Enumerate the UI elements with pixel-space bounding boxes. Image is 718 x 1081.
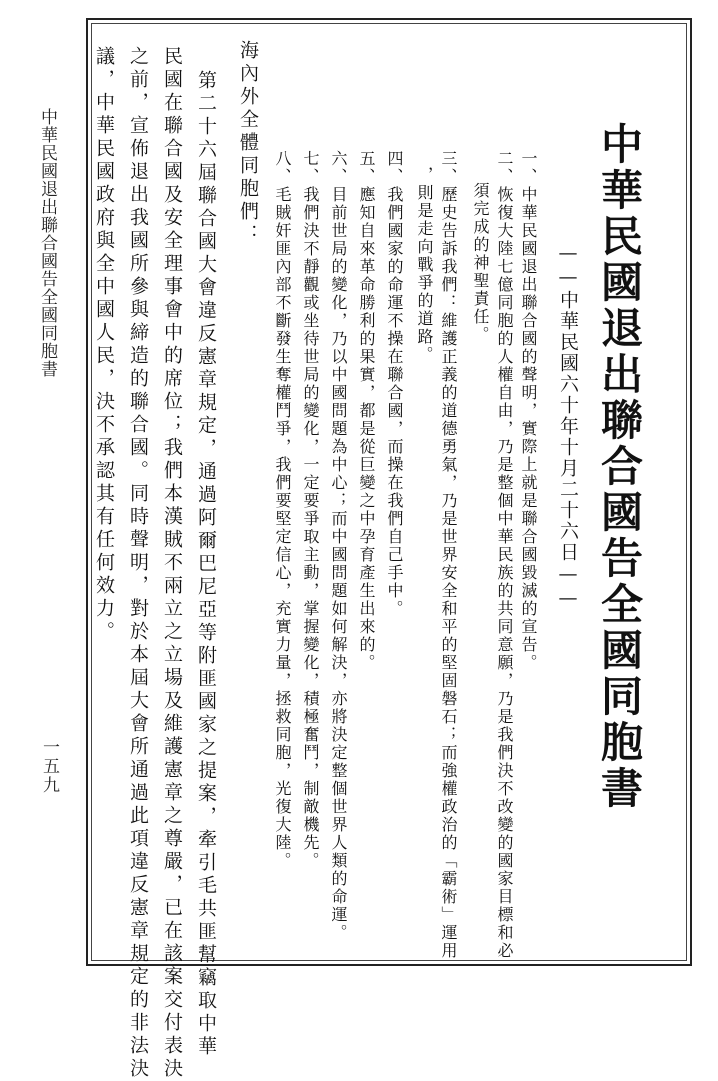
date-line: ——中華民國六十年十月二十六日——: [557, 242, 579, 611]
document-title: 中華民國退出聯合國告全國同胞書: [595, 122, 644, 812]
declaration-item-3-cont: ，則是走向戰爭的道路。: [415, 166, 434, 364]
running-head: 中華民國退出聯合國告全國同胞書: [37, 108, 57, 378]
declaration-item-4: 四、我們國家的命運不操在聯合國，而操在我們自己手中。: [385, 150, 404, 618]
declaration-item-1: 一、中華民國退出聯合國的聲明，實際上就是聯合國毀滅的宣告。: [519, 150, 538, 672]
declaration-item-3: 三、歷史告訴我們：維護正義的道德勇氣，乃是世界安全和平的堅固磐石；而強權政治的「霸術」運用: [439, 150, 458, 960]
declaration-item-8: 八、毛賊奸匪內部不斷發生奪權鬥爭，我們要堅定信心，充實力量，拯救同胞，光復大陸。: [273, 150, 292, 870]
body-line-2: 民國在聯合國及安全理事會中的席位；我們本漢賊不兩立之立場及維護憲章之尊嚴，已在該案交付表決: [161, 46, 183, 1081]
declaration-item-5: 五、應知自來革命勝利的果實，都是從巨變之中孕育產生出來的。: [357, 150, 376, 672]
salutation: 海內外全體同胞們：: [237, 40, 259, 247]
body-line-1: 第二十六屆聯合國大會違反憲章規定，通過阿爾巴尼亞等附匪國家之提案，牽引毛共匪幫竊取中華: [195, 70, 217, 1059]
body-line-4: 議，中華民國政府與全中國人民，決不承認其有任何效力。: [93, 46, 115, 644]
page-number: 一五九: [39, 738, 59, 795]
declaration-item-2-cont: 須完成的神聖責任。: [471, 182, 490, 344]
declaration-item-7: 七、我們決不靜觀或坐待世局的變化，一定要爭取主動，掌握變化，積極奮鬥，制敵機先。: [301, 150, 320, 870]
body-line-3: 之前，宣佈退出我國所參與締造的聯合國。同時聲明，對於本屆大會所通過此項違反憲章規定的非法決: [127, 46, 149, 1081]
declaration-item-6: 六、目前世局的變化，乃以中國問題為中心；而中國問題如何解決，亦將決定整個世界人類的命運。: [329, 150, 348, 942]
declaration-item-2: 二、恢復大陸七億同胞的人權自由，乃是整個中華民族的共同意願，乃是我們決不改變的國家目標和必: [495, 150, 514, 960]
